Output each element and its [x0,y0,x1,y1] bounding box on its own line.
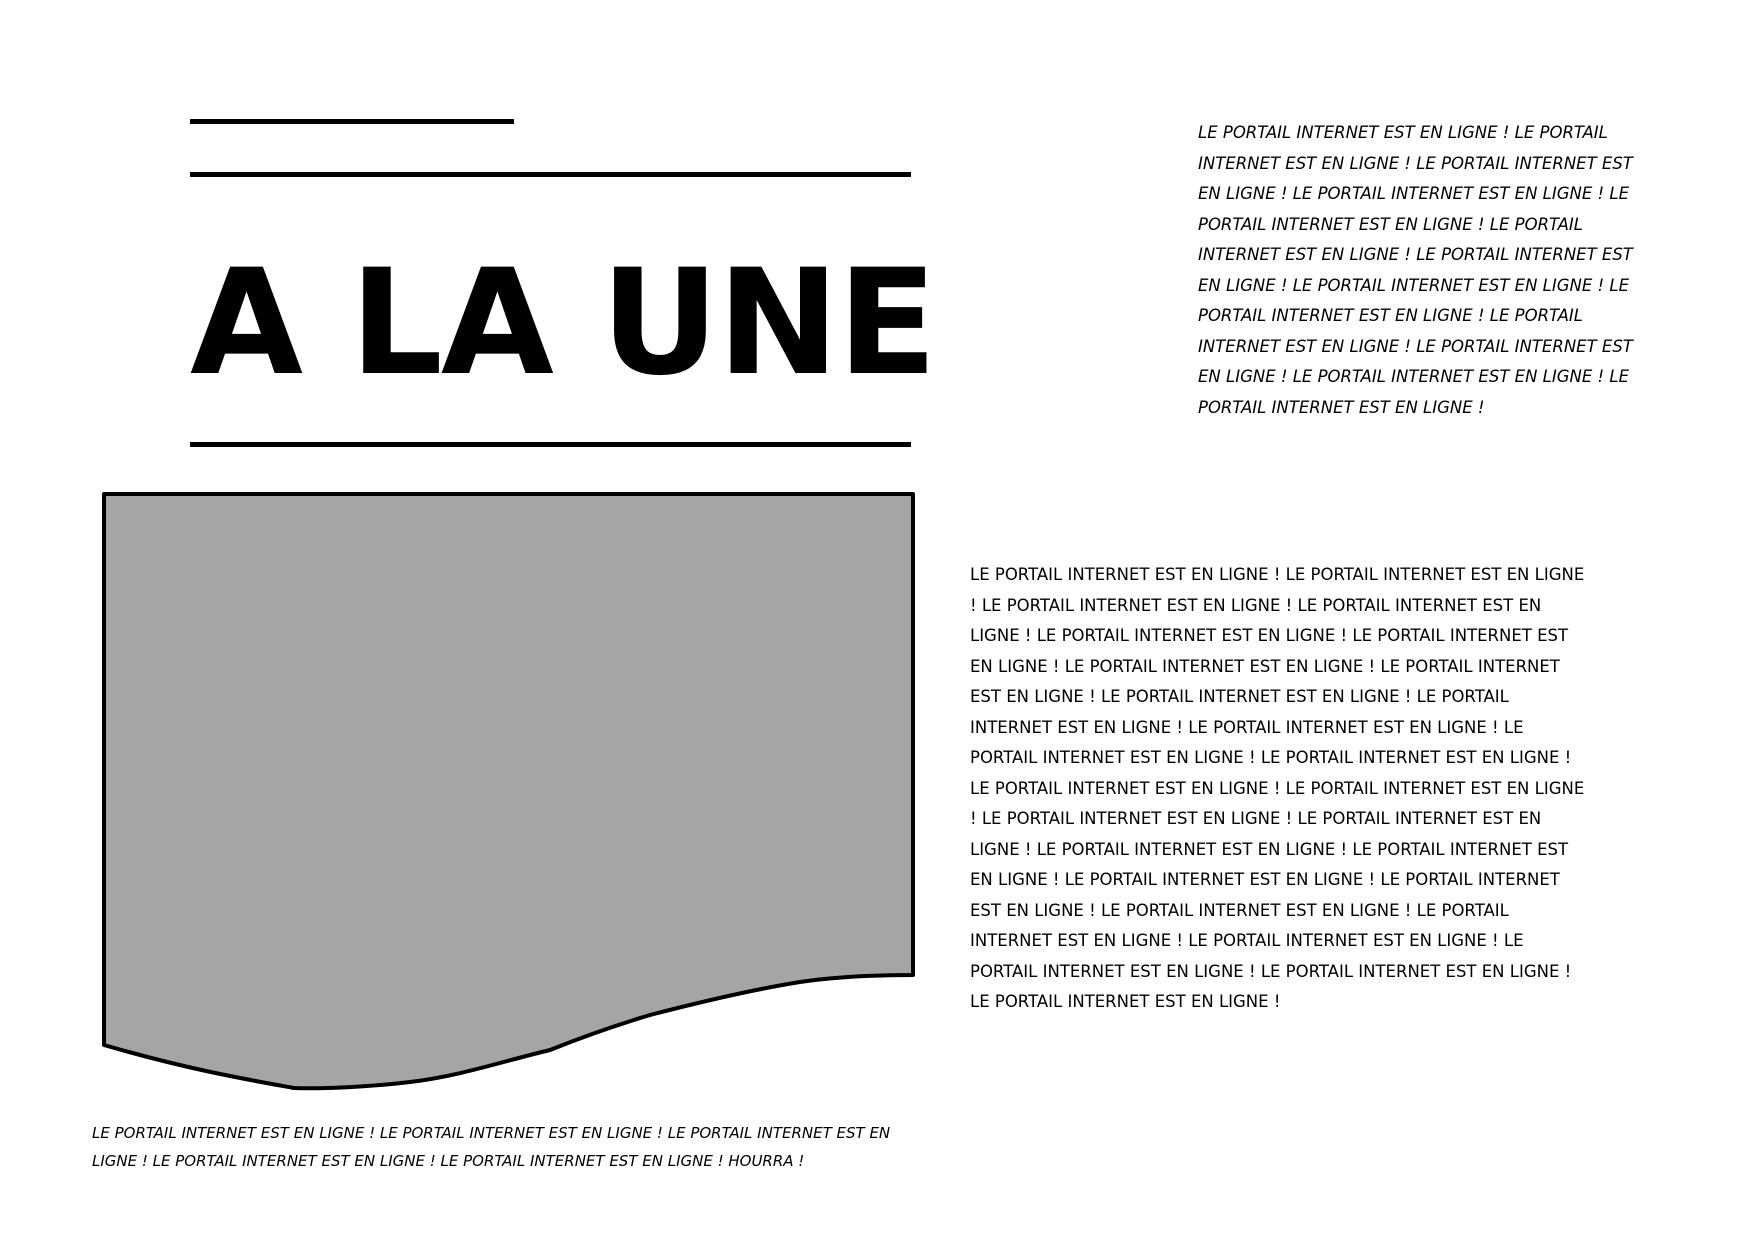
header-short-rule [190,119,514,124]
body-text: LE PORTAIL INTERNET EST EN LIGNE ! LE PORTAIL INTERNET EST EN LIGNE ! LE PORTAIL INTERNET EST EN LIGNE ! LE PORTAIL INTERNET EST EN LIGNE ! LE PORTAIL INTERNET EST EN LIGNE ! LE PORTAIL INTERNET EST EN LIGNE ! LE PORTAIL INTERNET EST EN LIGNE ! LE PORTAIL INTERNET EST EN LIGNE ! LE PORTAIL INTERNET EST EN LIGNE ! LE PORTAIL INTERNET EST EN LIGNE ! LE PORTAIL INTERNET EST EN LIGNE ! LE PORTAIL INTERNET EST EN LIGNE ! LE PORTAIL INTERNET EST EN LIGNE ! LE PORTAIL INTERNET EST EN LIGNE ! LE PORTAIL INTERNET EST EN LIGNE ! LE PORTAIL INTERNET EST EN LIGNE ! LE PORTAIL INTERNET EST EN LIGNE ! LE PORTAIL INTERNET EST EN LIGNE ! LE PORTAIL INTERNET EST EN LIGNE ! LE PORTAIL INTERNET EST EN LIGNE ! LE PORTAIL INTERNET EST EN LIGNE ! LE PORTAIL INTERNET EST EN LIGNE ! LE PORTAIL INTERNET EST EN LIGNE ! LE PORTAIL INTERNET EST EN LIGNE ! LE PORTAIL INTERNET EST EN LIGNE ! LE PORTAIL INTERNET EST EN LIGNE ! LE PORTAIL INTERNET EST EN LIGNE ! [970,565,1585,1011]
aside-text: LE PORTAIL INTERNET EST EN LIGNE ! LE PORTAIL INTERNET EST EN LIGNE ! LE PORTAIL INTERNET EST EN LIGNE ! LE PORTAIL INTERNET EST EN LIGNE ! LE PORTAIL INTERNET EST EN LIGNE ! LE PORTAIL INTERNET EST EN LIGNE ! LE PORTAIL INTERNET EST EN LIGNE ! LE PORTAIL INTERNET EST EN LIGNE ! LE PORTAIL INTERNET EST EN LIGNE ! LE PORTAIL INTERNET EST EN LIGNE ! LE PORTAIL INTERNET EST EN LIGNE ! LE PORTAIL INTERNET EST EN LIGNE ! LE PORTAIL INTERNET EST EN LIGNE ! [1198,123,1633,417]
headline: A LA UNE [190,238,936,408]
header-bottom-rule [190,442,911,447]
header-top-rule [190,172,911,177]
photo-placeholder [100,490,918,1095]
caption-text: LE PORTAIL INTERNET EST EN LIGNE ! LE PORTAIL INTERNET EST EN LIGNE ! LE PORTAIL INTERNET EST EN LIGNE ! LE PORTAIL INTERNET EST EN LIGNE ! LE PORTAIL INTERNET EST EN LIGNE ! HOURRA ! [92,1124,891,1170]
photo-placeholder-shape [104,494,913,1088]
